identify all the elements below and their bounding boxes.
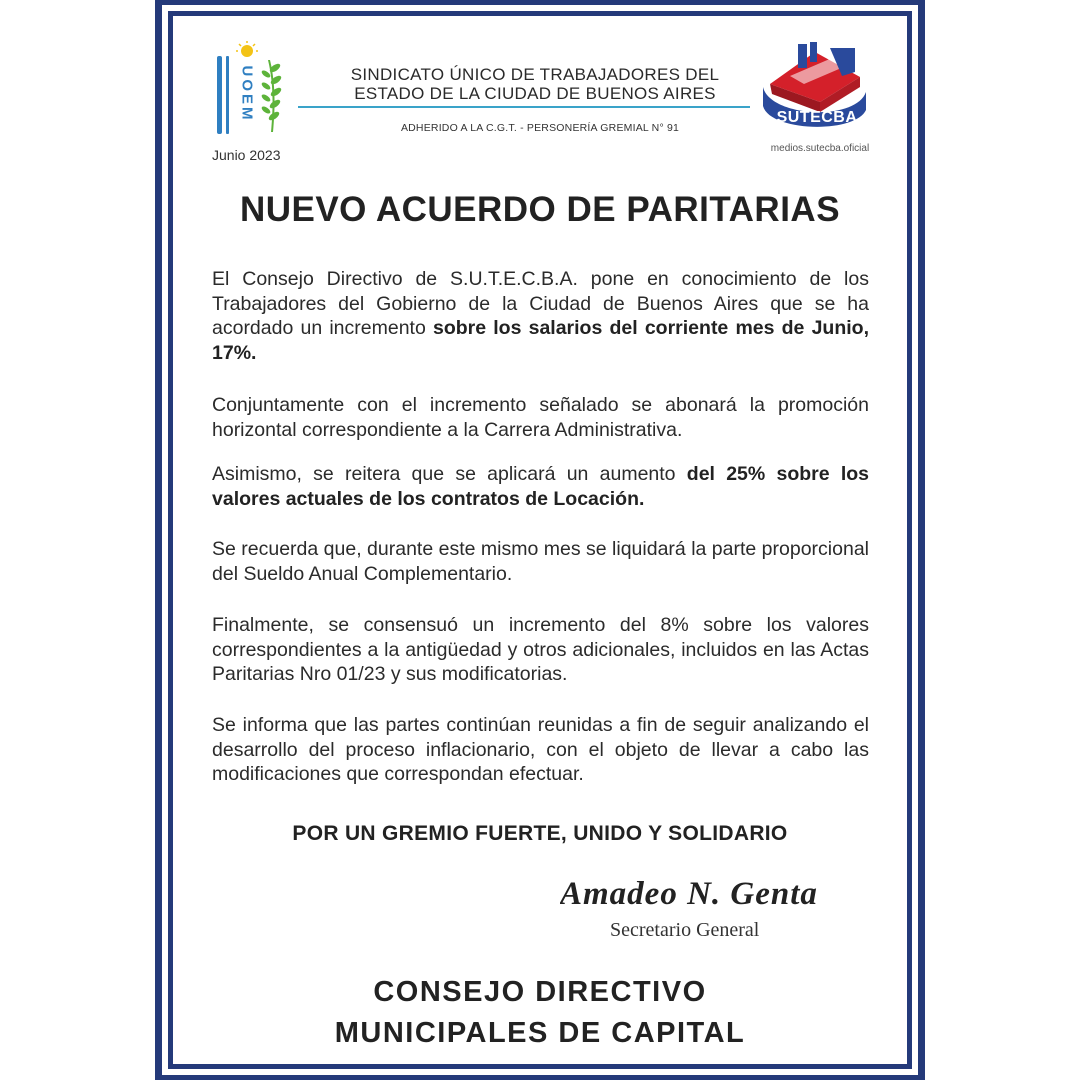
paragraph-highlight: del 25% sobre los valores actuales de los contratos de Locación. bbox=[212, 463, 870, 510]
page-title: NUEVO ACUERDO DE PARITARIAS bbox=[239, 190, 841, 229]
paragraph-seniority-increase: Finalmente, se consensuó un incremento del 8% sobre los valores correspondientes a la antigüedad y otros adicionales, incluidos en las Actas Paritarias Nro 01/23 y sus modificatorias. bbox=[212, 614, 869, 686]
issue-date: Junio 2023 bbox=[212, 147, 281, 163]
paragraph-text: Asimismo, se reitera que se aplicará un aumento bbox=[212, 463, 687, 485]
uoem-logo-text: UOEM bbox=[238, 65, 256, 123]
sun-icon bbox=[236, 41, 258, 57]
paragraph-text: El Consejo Directivo de S.U.T.E.C.B.A. pone en conocimiento de los Trabajadores del Gobierno de la Ciudad de Buenos Aires que se ha acordado un incremento bbox=[212, 268, 869, 340]
book-icon bbox=[770, 42, 860, 112]
sutecba-logo bbox=[760, 42, 870, 132]
footer-line-2: MUNICIPALES DE CAPITAL bbox=[334, 1017, 746, 1049]
union-name bbox=[300, 65, 770, 103]
paragraph-negotiations-continue: Se informa que las partes continúan reunidas a fin de seguir analizando el desarrollo del proceso inflacionario, con el objeto de llevar a cabo las modificaciones que correspondan efectuar. bbox=[212, 714, 869, 786]
union-affiliation: ADHERIDO A LA C.G.T. - PERSONERÍA GREMIAL N° 91 bbox=[400, 122, 680, 134]
union-slogan: POR UN GREMIO FUERTE, UNIDO Y SOLIDARIO bbox=[292, 822, 788, 845]
paragraph-horizontal-promotion: Conjuntamente con el incremento señalado se abonará la promoción horizontal correspondiente a la Carrera Administrativa. bbox=[212, 394, 869, 441]
signatory-role: Secretario General bbox=[610, 919, 760, 941]
footer-line-1: CONSEJO DIRECTIVO bbox=[373, 976, 707, 1008]
union-name-line-1: SINDICATO ÚNICO DE TRABAJADORES DEL bbox=[350, 65, 720, 84]
laurel-icon bbox=[260, 60, 282, 132]
header-divider bbox=[298, 106, 750, 108]
signature-name: Amadeo N. Genta bbox=[560, 876, 818, 912]
social-handle: medios.sutecba.oficial bbox=[770, 143, 870, 154]
sutecba-logo-text: SUTECBA bbox=[776, 109, 858, 126]
signature bbox=[560, 872, 870, 917]
paragraph-sac: Se recuerda que, durante este mismo mes se liquidará la parte proporcional del Sueldo Anual Complementario. bbox=[212, 538, 869, 585]
uoem-logo bbox=[211, 40, 283, 140]
paragraph-highlight: sobre los salarios del corriente mes de Junio, 17%. bbox=[212, 317, 869, 364]
union-name-line-2: ESTADO DE LA CIUDAD DE BUENOS AIRES bbox=[354, 84, 716, 103]
paragraph-salary-increase bbox=[212, 267, 869, 365]
paragraph-contracts-increase bbox=[212, 462, 869, 511]
